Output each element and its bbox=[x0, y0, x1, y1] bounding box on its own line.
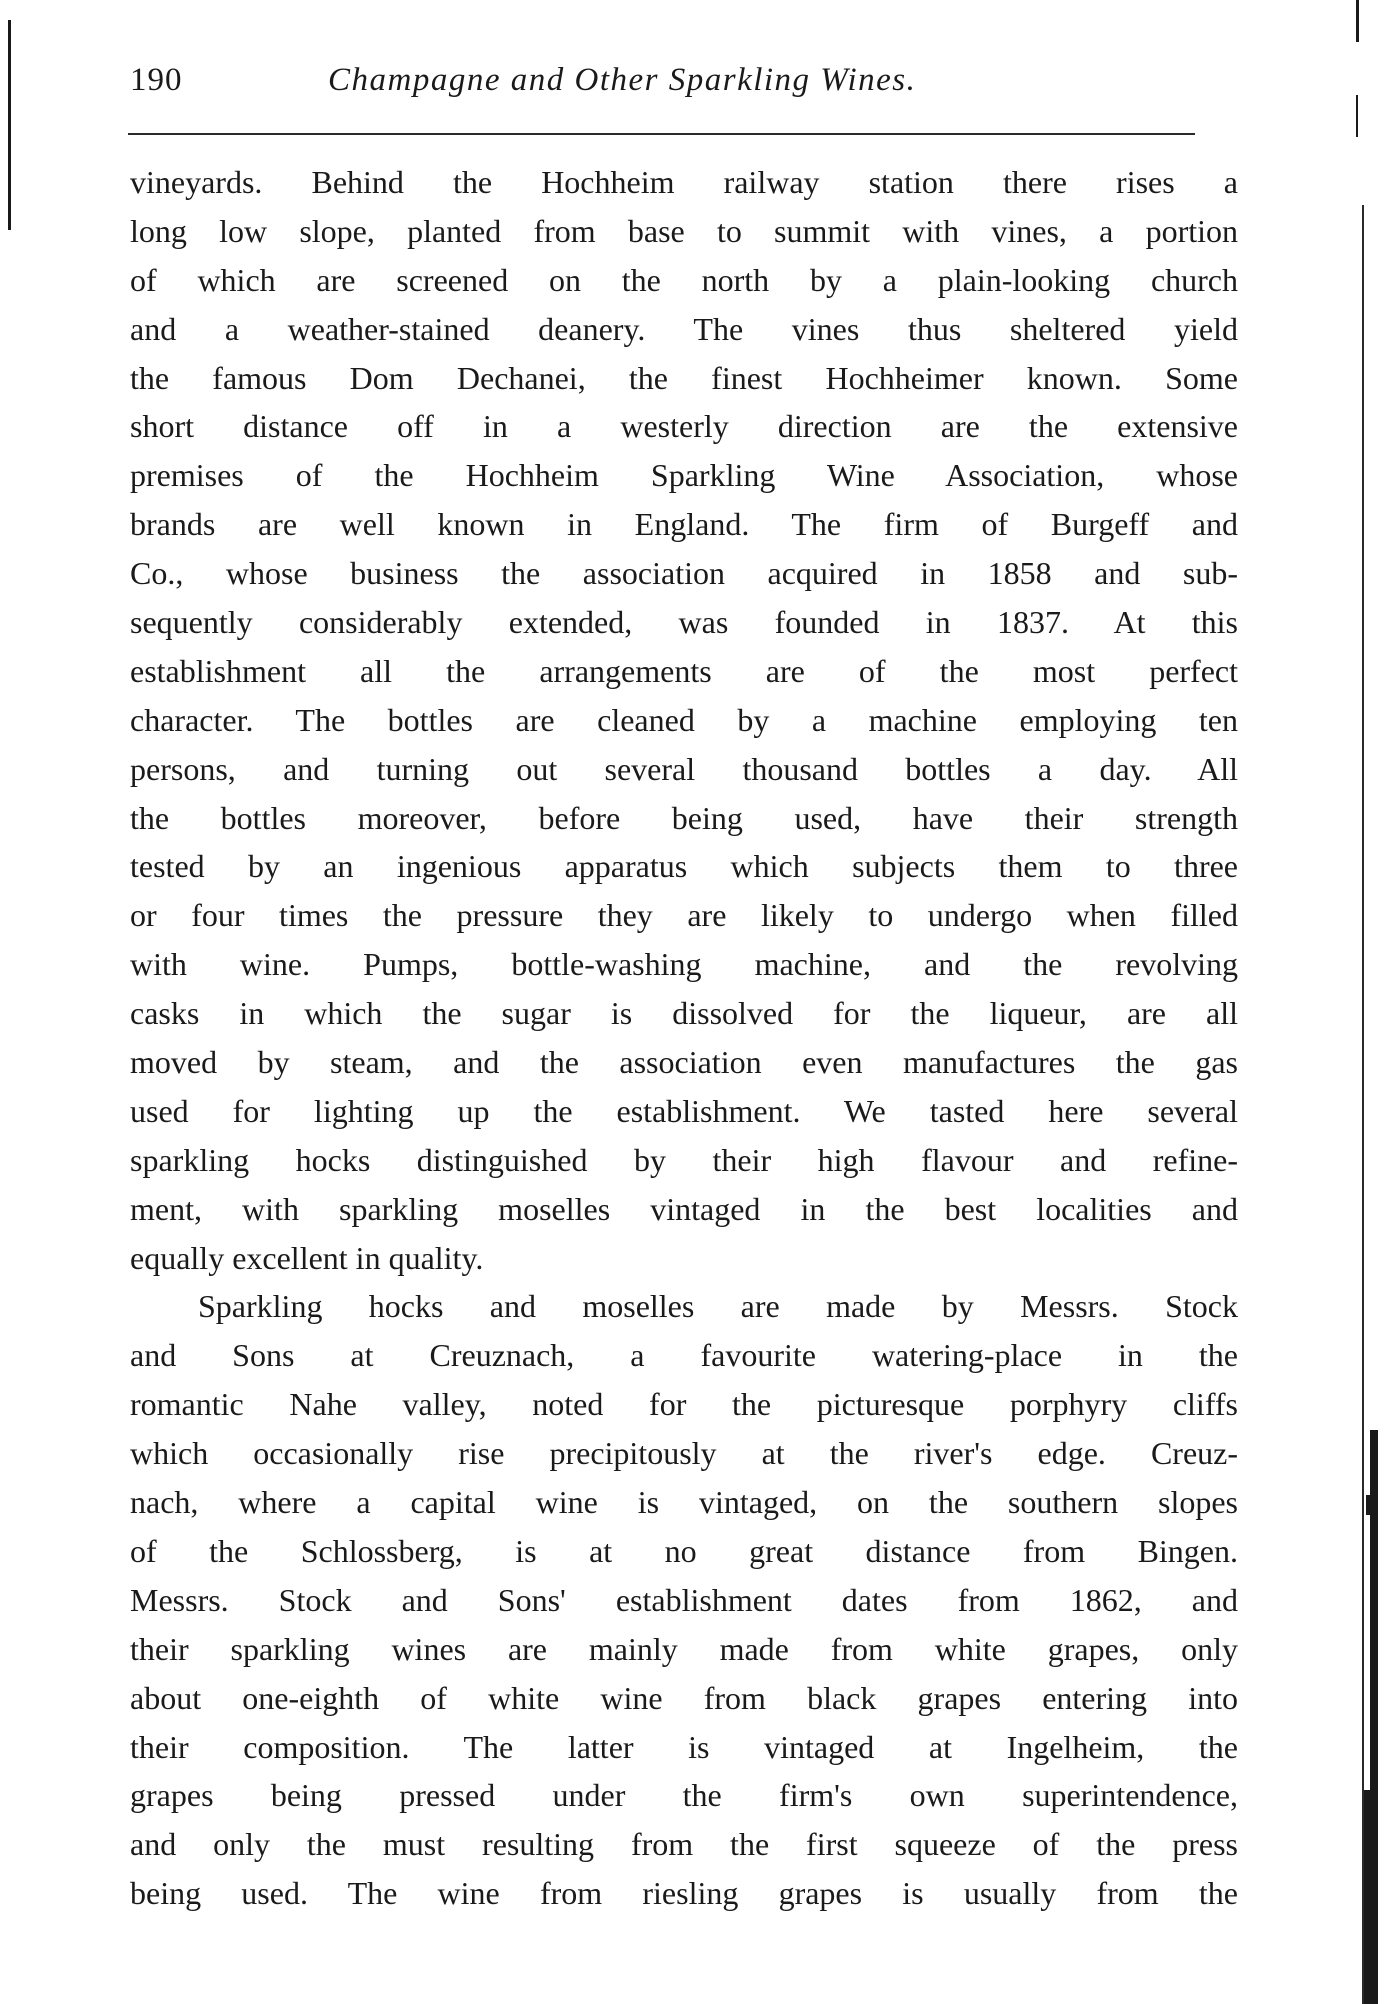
text-line: used for lighting up the establishment. We tasted here several bbox=[130, 1092, 1238, 1129]
text-line: and only the must resulting from the first squeeze of the press bbox=[130, 1826, 1238, 1863]
text-line: short distance off in a westerly direction are the extensive bbox=[130, 408, 1238, 445]
text-line: grapes being pressed under the firm's own superintendence, bbox=[130, 1777, 1238, 1814]
text-line: brands are well known in England. The firm of Burgeff and bbox=[130, 506, 1238, 543]
text-line: Co., whose business the association acquired in 1858 and sub- bbox=[130, 555, 1238, 592]
right-edge-scan-mark bbox=[1362, 205, 1364, 2004]
text-line: equally excellent in quality. bbox=[130, 1239, 484, 1276]
text-line: which occasionally rise precipitously at the river's edge. Creuz- bbox=[130, 1435, 1238, 1472]
text-line: of which are screened on the north by a plain-looking church bbox=[130, 261, 1238, 298]
text-line: their sparkling wines are mainly made from white grapes, only bbox=[130, 1630, 1238, 1667]
text-line: sequently considerably extended, was founded in 1837. At this bbox=[130, 604, 1238, 641]
text-line: or four times the pressure they are likely to undergo when filled bbox=[130, 897, 1238, 934]
text-line: their composition. The latter is vintaged at Ingelheim, the bbox=[130, 1728, 1238, 1765]
text-line: persons, and turning out several thousand bottles a day. All bbox=[130, 750, 1238, 787]
text-line: establishment all the arrangements are of the most perfect bbox=[130, 652, 1238, 689]
text-line: nach, where a capital wine is vintaged, on the southern slopes bbox=[130, 1484, 1238, 1521]
text-line: casks in which the sugar is dissolved for the liqueur, are all bbox=[130, 995, 1238, 1032]
text-line: vineyards. Behind the Hochheim railway station there rises a bbox=[130, 164, 1238, 200]
text-line: long low slope, planted from base to summit with vines, a portion bbox=[130, 212, 1238, 249]
running-head bbox=[130, 62, 1190, 112]
text-line: Sparkling hocks and moselles are made by Messrs. Stock bbox=[198, 1288, 1238, 1325]
paragraph-2 bbox=[130, 1282, 1238, 1918]
text-line: of the Schlossberg, is at no great distance from Bingen. bbox=[130, 1532, 1238, 1569]
header-rule bbox=[128, 133, 1195, 135]
text-line: and Sons at Creuznach, a favourite watering-place in the bbox=[130, 1337, 1238, 1374]
right-edge-scan-mark bbox=[1356, 0, 1359, 42]
running-title: Champagne and Other Sparkling Wines. bbox=[328, 62, 917, 98]
text-line: tested by an ingenious apparatus which subjects them to three bbox=[130, 848, 1238, 885]
left-edge-scan-mark bbox=[8, 20, 11, 230]
text-line: ment, with sparkling moselles vintaged in the best localities and bbox=[130, 1190, 1238, 1227]
right-edge-scan-mark bbox=[1366, 1495, 1372, 1515]
text-line: the bottles moreover, before being used, have their strength bbox=[130, 799, 1238, 836]
text-line: about one-eighth of white wine from black grapes entering into bbox=[130, 1679, 1238, 1716]
text-line: romantic Nahe valley, noted for the picturesque porphyry cliffs bbox=[130, 1386, 1238, 1423]
text-line: the famous Dom Dechanei, the finest Hochheimer known. Some bbox=[130, 359, 1238, 396]
paragraph-1 bbox=[130, 158, 1238, 1282]
right-edge-scan-mark bbox=[1364, 1790, 1372, 2004]
text-line: premises of the Hochheim Sparkling Wine Association, whose bbox=[130, 457, 1238, 494]
text-line: moved by steam, and the association even manufactures the gas bbox=[130, 1044, 1238, 1081]
text-line: character. The bottles are cleaned by a machine employing ten bbox=[130, 701, 1238, 738]
page-number: 190 bbox=[130, 62, 183, 98]
text-line: being used. The wine from riesling grapes is usually from the bbox=[130, 1875, 1238, 1912]
body-text bbox=[130, 158, 1238, 1918]
right-edge-scan-mark bbox=[1356, 95, 1358, 137]
text-line: with wine. Pumps, bottle-washing machine, and the revolving bbox=[130, 946, 1238, 983]
text-line: sparkling hocks distinguished by their high flavour and refine- bbox=[130, 1141, 1238, 1178]
text-line: Messrs. Stock and Sons' establishment dates from 1862, and bbox=[130, 1581, 1238, 1618]
text-line: and a weather-stained deanery. The vines thus sheltered yield bbox=[130, 310, 1238, 347]
